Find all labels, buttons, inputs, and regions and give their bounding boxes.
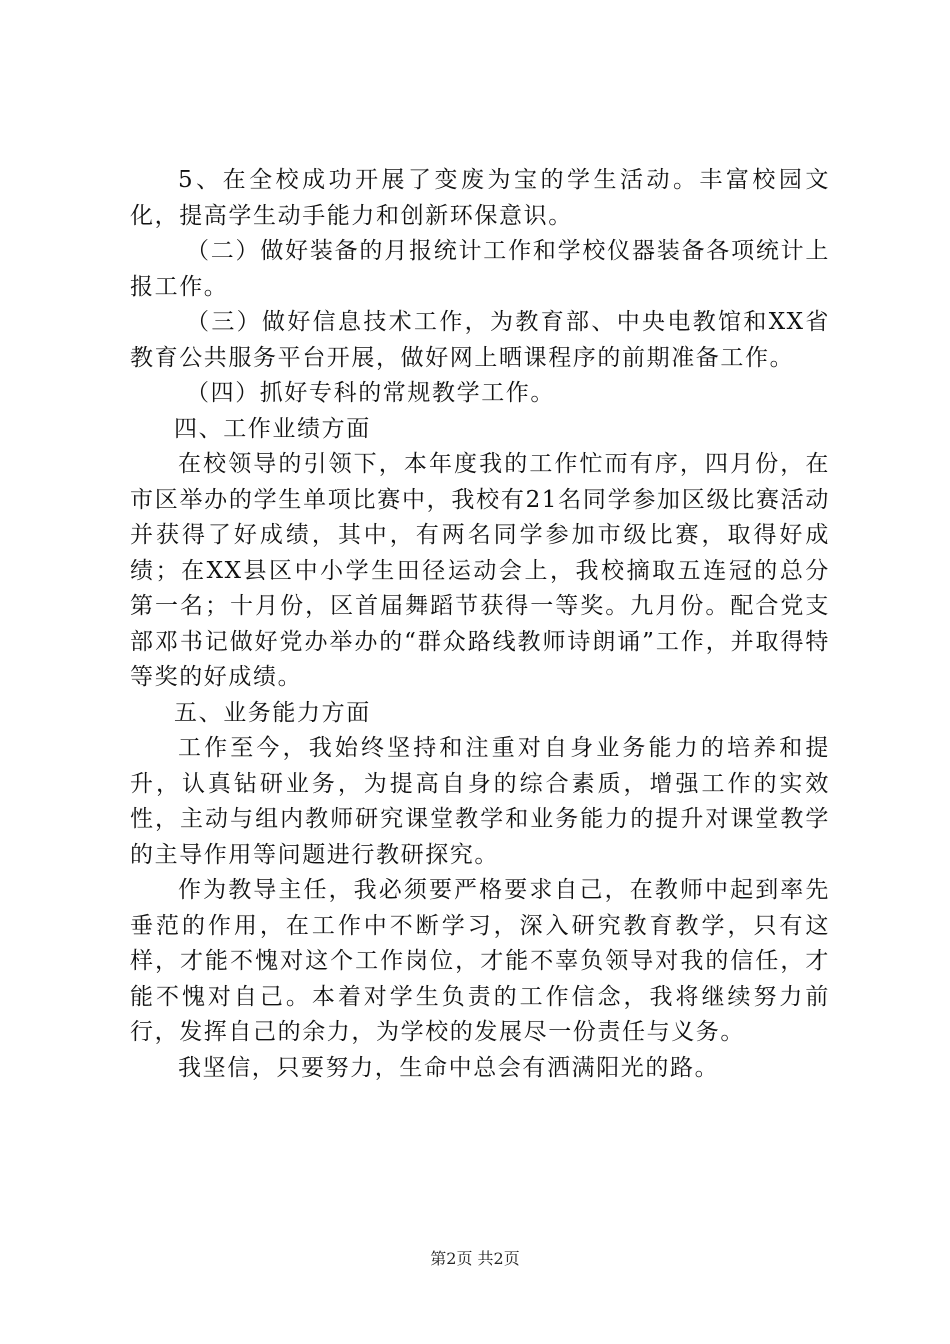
paragraph-business-ability: 工作至今，我始终坚持和注重对自身业务能力的培养和提升，认真钻研业务，为提高自身的综合素质，增强工作的实效性，主动与组内教师研究课堂教学和业务能力的提升对课堂教学的主导作用等问题进行教研探究。 <box>130 735 830 868</box>
heading-business-ability: 五、业务能力方面 <box>174 699 371 726</box>
paragraph-self-requirement: 作为教导主任，我必须要严格要求自己，在教师中起到率先垂范的作用，在工作中不断学习，深入研究教育教学，只有这样，才能不愧对这个工作岗位，才能不辜负领导对我的信任，才能不愧对自己。本着对学生负责的工作信念，我将继续努力前行，发挥自己的余力，为学校的发展尽一份责任与义务。 <box>130 877 830 1045</box>
paragraph-achievements: 在校领导的引领下，本年度我的工作忙而有序，四月份，在市区举办的学生单项比赛中，我校有21名同学参加区级比赛活动并获得了好成绩，其中，有两名同学参加市级比赛，取得好成绩；在XX县区中小学生田径运动会上，我校摘取五连冠的总分第一名；十月份，区首届舞蹈节获得一等奖。九月份。配合党支部邓书记做好党办举办的“群众路线教师诗朗诵”工作，并取得特等奖的好成绩。 <box>130 451 830 690</box>
paragraph-closing: 我坚信，只要努力，生命中总会有洒满阳光的路。 <box>178 1054 720 1081</box>
page-number-footer: 第2页 共2页 <box>430 1249 520 1268</box>
paragraph-section-4: （四）抓好专科的常规教学工作。 <box>186 380 555 406</box>
document-body <box>130 163 830 1086</box>
paragraph-section-3: （三）做好信息技术工作，为教育部、中央电教馆和XX省教育公共服务平台开展，做好网上晒课程序的前期准备工作。 <box>130 309 830 371</box>
paragraph-activity-5: 5、在全校成功开展了变废为宝的学生活动。丰富校园文化，提高学生动手能力和创新环保意识。 <box>130 167 830 229</box>
heading-work-achievements: 四、工作业绩方面 <box>174 415 371 442</box>
paragraph-section-2: （二）做好装备的月报统计工作和学校仪器装备各项统计上报工作。 <box>130 238 830 300</box>
